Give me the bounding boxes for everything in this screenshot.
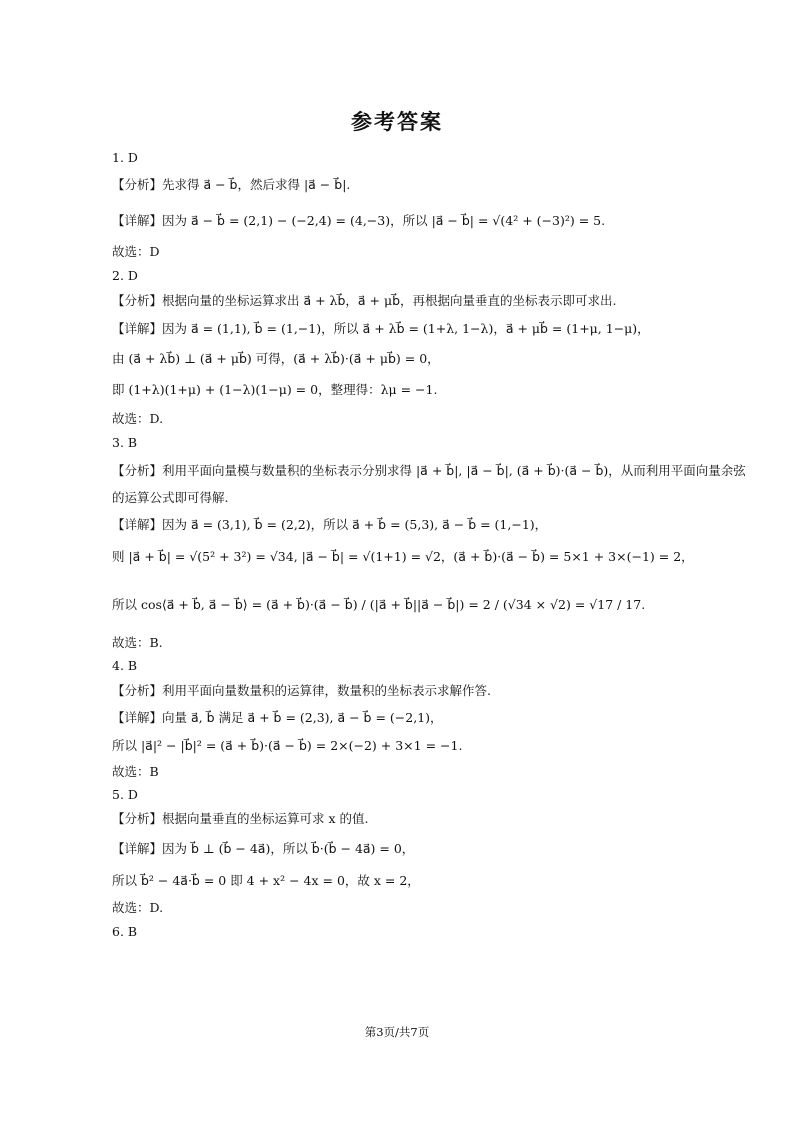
answer-2-choice: 故选：D. — [112, 411, 164, 426]
answer-3-label: 3. B — [112, 435, 138, 450]
answer-3-detail-3: 所以 cos⟨a⃗ + b⃗, a⃗ − b⃗⟩ = (a⃗ + b⃗)·(a⃗ − b⃗) / (|a⃗ + b⃗||a⃗ − b⃗|) = 2 / (√34 × √2) = √17 / 17. — [112, 597, 646, 612]
answer-3-detail-2: 则 |a⃗ + b⃗| = √(5² + 3²) = √34, |a⃗ − b⃗| = √(1+1) = √2，(a⃗ + b⃗)·(a⃗ − b⃗) = 5×1 + 3×(−1) = 2， — [112, 549, 694, 564]
answer-2-detail-3: 即 (1+λ)(1+μ) + (1−λ)(1−μ) = 0，整理得：λμ = −1. — [112, 382, 438, 397]
answer-4-detail-2: 所以 |a⃗|² − |b⃗|² = (a⃗ + b⃗)·(a⃗ − b⃗) = 2×(−2) + 3×1 = −1. — [112, 738, 463, 753]
answer-3-detail-1: 【详解】因为 a⃗ = (3,1), b⃗ = (2,2)，所以 a⃗ + b⃗ = (5,3), a⃗ − b⃗ = (1,−1)， — [112, 517, 548, 532]
answer-5-detail-1: 【详解】因为 b⃗ ⊥ (b⃗ − 4a⃗)，所以 b⃗·(b⃗ − 4a⃗) = 0， — [112, 841, 415, 856]
answer-5-analysis: 【分析】根据向量垂直的坐标运算可求 x 的值. — [112, 811, 369, 826]
answer-1-label: 1. D — [112, 150, 138, 165]
answer-2-label: 2. D — [112, 268, 138, 283]
answer-4-detail-1: 【详解】向量 a⃗, b⃗ 满足 a⃗ + b⃗ = (2,3), a⃗ − b⃗ = (−2,1)， — [112, 710, 443, 725]
answer-1-choice: 故选：D — [112, 244, 160, 259]
answer-5-label: 5. D — [112, 787, 138, 802]
answer-4-choice: 故选：B — [112, 764, 159, 779]
page-title: 参考答案 — [351, 110, 443, 134]
answer-2-analysis: 【分析】根据向量的坐标运算求出 a⃗ + λb⃗，a⃗ + μb⃗，再根据向量垂直的坐标表示即可求出. — [112, 293, 617, 308]
answer-5-choice: 故选：D. — [112, 900, 164, 915]
answer-1-analysis: 【分析】先求得 a⃗ − b⃗，然后求得 |a⃗ − b⃗|. — [112, 177, 351, 192]
answer-3-analysis-1: 【分析】利用平面向量模与数量积的坐标表示分别求得 |a⃗ + b⃗|, |a⃗ − b⃗|, (a⃗ + b⃗)·(a⃗ − b⃗)，从而利用平面向量余弦 — [112, 463, 746, 478]
answer-3-analysis-2: 的运算公式即可得解. — [112, 490, 229, 505]
answer-4-analysis: 【分析】利用平面向量数量积的运算律，数量积的坐标表示求解作答. — [112, 683, 491, 698]
answer-5-detail-2: 所以 b⃗² − 4a⃗·b⃗ = 0 即 4 + x² − 4x = 0，故 x = 2， — [112, 873, 420, 888]
answer-2-detail-1: 【详解】因为 a⃗ = (1,1), b⃗ = (1,−1)，所以 a⃗ + λb⃗ = (1+λ, 1−λ)，a⃗ + μb⃗ = (1+μ, 1−μ)， — [112, 321, 650, 336]
page-footer: 第3页/共7页 — [364, 1025, 430, 1039]
answer-4-label: 4. B — [112, 658, 138, 673]
answer-3-choice: 故选：B. — [112, 635, 163, 650]
answer-1-detail: 【详解】因为 a⃗ − b⃗ = (2,1) − (−2,4) = (4,−3)，所以 |a⃗ − b⃗| = √(4² + (−3)²) = 5. — [112, 213, 606, 228]
answer-6-label: 6. B — [112, 924, 138, 939]
answer-2-detail-2: 由 (a⃗ + λb⃗) ⊥ (a⃗ + μb⃗) 可得，(a⃗ + λb⃗)·(a⃗ + μb⃗) = 0， — [112, 351, 440, 366]
